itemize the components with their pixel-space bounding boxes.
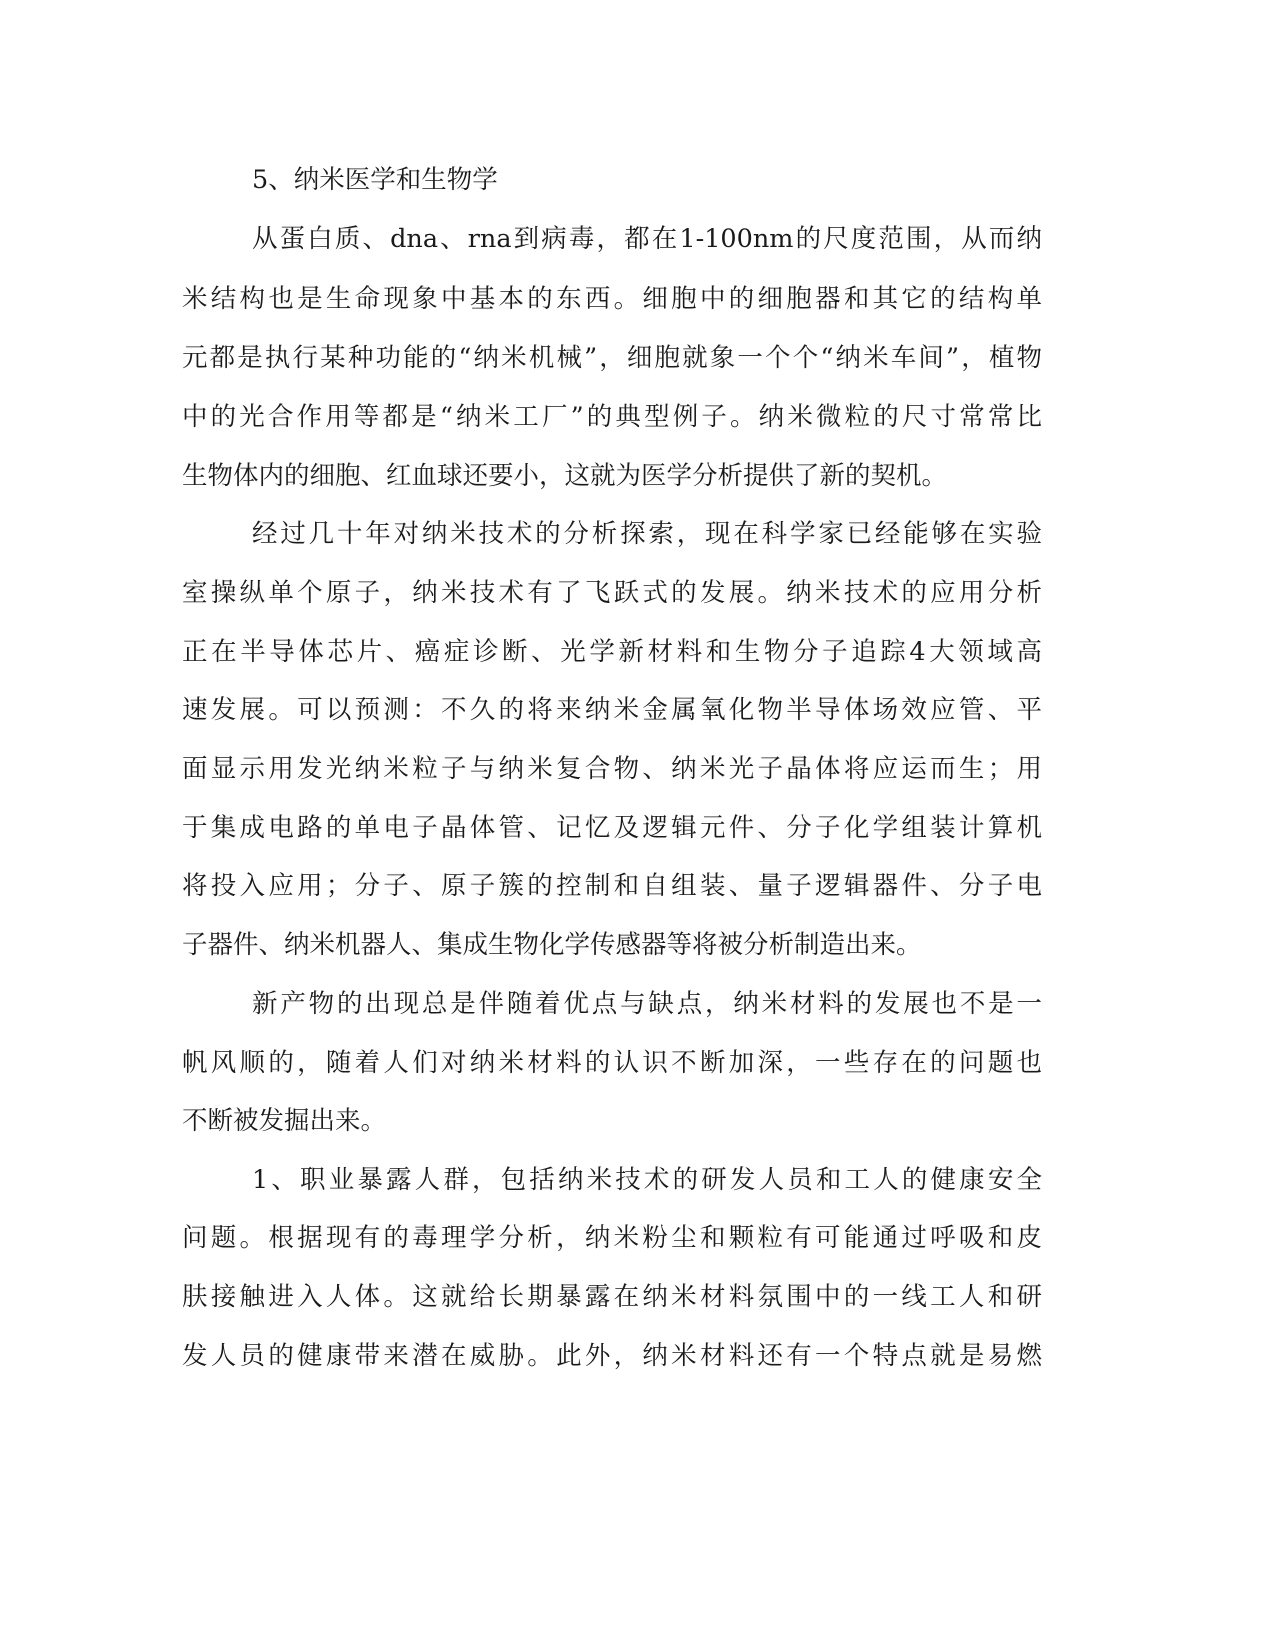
- paragraph-line: 面显示用发光纳米粒子与纳米复合物、纳米光子晶体将应运而生；用: [182, 754, 1042, 784]
- paragraph-line: 速发展。可以预测：不久的将来纳米金属氧化物半导体场效应管、平: [182, 695, 1042, 725]
- paragraph-line: 子器件、纳米机器人、集成生物化学传感器等将被分析制造出来。: [182, 930, 922, 960]
- paragraph-line: 问题。根据现有的毒理学分析，纳米粉尘和颗粒有可能通过呼吸和皮: [182, 1223, 1042, 1253]
- paragraph-line: 新产物的出现总是伴随着优点与缺点，纳米材料的发展也不是一: [252, 989, 1042, 1019]
- section-heading: 5、纳米医学和生物学: [252, 165, 498, 195]
- paragraph-line: 于集成电路的单电子晶体管、记忆及逻辑元件、分子化学组装计算机: [182, 813, 1042, 843]
- paragraph-line: 将投入应用；分子、原子簇的控制和自组装、量子逻辑器件、分子电: [182, 871, 1042, 901]
- paragraph-line: 室操纵单个原子，纳米技术有了飞跃式的发展。纳米技术的应用分析: [182, 578, 1042, 608]
- paragraph-line: 米结构也是生命现象中基本的东西。细胞中的细胞器和其它的结构单: [182, 284, 1042, 314]
- paragraph-line: 从蛋白质、dna、rna到病毒，都在1-100nm的尺度范围，从而纳: [252, 224, 1042, 254]
- paragraph-line: 帆风顺的，随着人们对纳米材料的认识不断加深，一些存在的问题也: [182, 1048, 1042, 1078]
- paragraph-line: 不断被发掘出来。: [182, 1106, 387, 1136]
- paragraph-line: 经过几十年对纳米技术的分析探索，现在科学家已经能够在实验: [252, 519, 1042, 549]
- paragraph-line: 中的光合作用等都是“纳米工厂”的典型例子。纳米微粒的尺寸常常比: [182, 402, 1042, 432]
- paragraph-line: 正在半导体芯片、癌症诊断、光学新材料和生物分子追踪4大领域高: [182, 637, 1042, 667]
- paragraph-line: 发人员的健康带来潜在威胁。此外，纳米材料还有一个特点就是易燃: [182, 1341, 1042, 1371]
- paragraph-line: 1、职业暴露人群，包括纳米技术的研发人员和工人的健康安全: [252, 1165, 1042, 1195]
- paragraph-line: 肤接触进入人体。这就给长期暴露在纳米材料氛围中的一线工人和研: [182, 1282, 1042, 1312]
- paragraph-line: 生物体内的细胞、红血球还要小，这就为医学分析提供了新的契机。: [182, 461, 948, 491]
- paragraph-line: 元都是执行某种功能的“纳米机械”，细胞就象一个个“纳米车间”，植物: [182, 343, 1042, 373]
